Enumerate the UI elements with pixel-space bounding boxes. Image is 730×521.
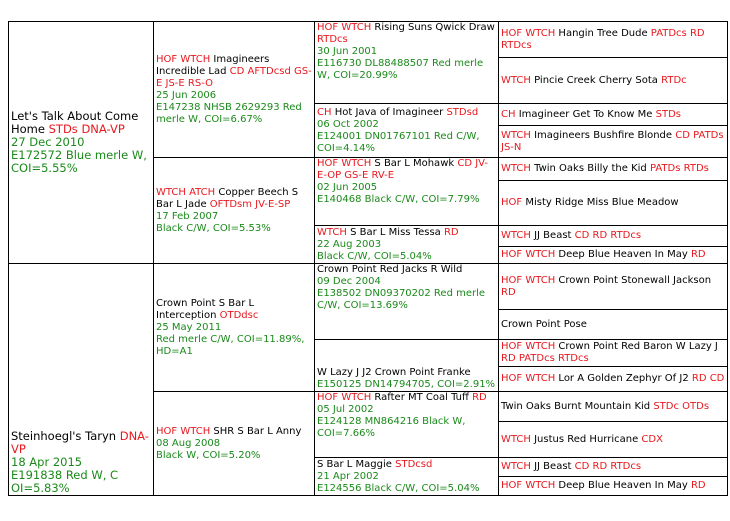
birth-date: 21 Apr 2002 <box>317 471 379 482</box>
dog-cell-sire-dam-sire <box>314 157 499 226</box>
dog-name: Hot Java of Imagineer <box>334 106 444 118</box>
dog-name-line <box>317 459 496 471</box>
dog-name: Rising Suns Qwick Draw <box>374 22 495 33</box>
dog-name-line <box>501 461 725 473</box>
dog-name: Crown Point S Bar L Interception <box>156 297 255 321</box>
title-prefix: HOF WTCH <box>501 249 556 260</box>
title-prefix: WTCH <box>501 433 531 445</box>
dog-name-line <box>156 298 312 322</box>
dog-name-line <box>317 392 496 404</box>
registration-details: E116730 DL88488507 Red merle W, COI=20.99% <box>317 58 484 81</box>
birth-date: 08 Aug 2008 <box>156 437 221 449</box>
dog-name-line <box>501 28 725 52</box>
dog-name: Imagineer Get To Know Me <box>518 108 653 120</box>
dog-name-line <box>11 430 151 456</box>
title-suffix: CD RD RTDcs <box>574 230 642 241</box>
dog-cell-dam-sire-sire-sire <box>498 263 728 310</box>
dog-name: Rafter MT Coal Tuff <box>374 392 469 403</box>
title-suffix: RD <box>501 286 516 298</box>
dog-name-line <box>156 54 312 90</box>
title-suffix: RD <box>443 227 459 238</box>
birth-date: 25 Jun 2006 <box>156 89 217 101</box>
title-suffix: CD PATDs JS-N <box>501 129 724 153</box>
dog-name: Misty Ridge Miss Blue Meadow <box>525 197 679 208</box>
dog-name: S Bar L Maggie <box>317 459 392 470</box>
title-prefix: HOF WTCH <box>317 158 372 169</box>
dog-name-line <box>317 227 496 239</box>
dog-name: W Lazy J J2 Crown Point Franke <box>317 367 471 378</box>
title-prefix: HOF WTCH <box>501 274 556 286</box>
dog-cell-sire-dam-sire-sire <box>498 157 728 181</box>
birth-date: 27 Dec 2010 <box>11 135 85 149</box>
dog-cell-sire-dam-dam-dam <box>498 246 728 264</box>
title-suffix: DNA-VP <box>11 429 149 456</box>
dog-cell-sire-dam-sire-dam <box>498 180 728 226</box>
title-prefix: HOF WTCH <box>317 392 372 403</box>
dog-cell-dam-dam-sire <box>314 391 499 458</box>
birth-date: 18 Apr 2015 <box>11 455 83 469</box>
title-prefix: WTCH ATCH <box>156 186 216 198</box>
title-suffix: STDsd <box>446 106 479 118</box>
dog-name-line <box>317 367 496 379</box>
dog-name: Crown Point Red Baron W Lazy J <box>558 341 718 352</box>
title-prefix: HOF WTCH <box>156 425 211 437</box>
title-prefix: HOF <box>501 197 523 208</box>
dog-name-line <box>501 75 725 87</box>
dog-name-line <box>501 373 725 385</box>
dog-cell-dam-sire-sire-dam <box>498 309 728 340</box>
title-suffix: RD <box>690 249 706 260</box>
dog-cell-dam-dam-sire-sire <box>498 391 728 422</box>
title-prefix: WTCH <box>501 74 531 86</box>
dog-name-line <box>501 230 725 242</box>
birth-date: 06 Oct 2002 <box>317 118 379 130</box>
title-suffix: OFTDsm JV-E-SP <box>209 198 291 210</box>
dog-cell-dam-sire-dam-dam <box>498 366 728 392</box>
registration-details: E150125 DN14794705, COI=2.91% <box>317 379 496 390</box>
registration-details: Black C/W, COI=5.53% <box>156 222 271 234</box>
dog-cell-dam-dam-sire-dam <box>498 421 728 458</box>
title-suffix: OTDdsc <box>219 309 259 321</box>
title-suffix: PATDs RTDs <box>649 163 709 174</box>
title-suffix: CDX <box>641 433 663 445</box>
registration-details: E124128 MN864216 Black W, COI=7.66% <box>317 416 466 439</box>
title-prefix: HOF WTCH <box>501 480 556 491</box>
registration-details: E124001 DN01767101 Red C/W, COI=4.14% <box>317 130 480 154</box>
dog-name: JJ Beast <box>534 461 572 472</box>
dog-cell-dam <box>8 263 154 496</box>
dog-name: Copper Beech S Bar L Jade <box>156 186 299 210</box>
dog-name-line <box>317 107 496 119</box>
title-prefix: WTCH <box>317 227 347 238</box>
dog-name-line <box>317 264 496 276</box>
pedigree-table <box>8 21 727 495</box>
title-prefix: HOF WTCH <box>501 341 556 352</box>
title-suffix: STDcsd <box>395 459 433 470</box>
dog-name: JJ Beast <box>534 230 572 241</box>
title-suffix: STDs DNA-VP <box>48 122 125 136</box>
dog-cell-dam-sire-dam <box>314 339 499 392</box>
title-prefix: CH <box>317 106 332 118</box>
registration-details: E172572 Blue merle W, COI=5.55% <box>11 148 147 175</box>
dog-cell-sire-sire-sire-dam <box>498 57 728 104</box>
dog-name: Imagineers Incredible Lad <box>156 53 270 77</box>
title-suffix: CD JV-E-OP GS-E RV-E <box>317 158 489 181</box>
dog-name-line <box>501 130 725 154</box>
dog-name: Crown Point Pose <box>501 318 587 330</box>
dog-name-line <box>501 341 725 365</box>
dog-name: Twin Oaks Burnt Mountain Kid <box>501 400 651 412</box>
dog-cell-sire-dam <box>153 157 315 264</box>
dog-cell-dam-dam-dam-dam <box>498 476 728 496</box>
dog-name-line <box>501 480 725 492</box>
title-suffix: PATDcs RD RTDcs <box>501 27 705 51</box>
dog-cell-dam-dam <box>153 391 315 496</box>
dog-name: Let's Talk About Come Home <box>11 109 139 136</box>
title-suffix: STDs <box>655 108 682 120</box>
birth-date: 17 Feb 2007 <box>156 210 219 222</box>
dog-name-line <box>501 319 725 331</box>
dog-name: Deep Blue Heaven In May <box>558 480 688 491</box>
dog-name-line <box>501 163 725 175</box>
birth-date: 02 Jun 2005 <box>317 182 378 193</box>
dog-name: Crown Point Red Jacks R Wild <box>317 264 463 275</box>
dog-name-line <box>501 197 725 209</box>
dog-cell-sire-sire-dam <box>314 103 499 158</box>
dog-cell-dam-sire-sire <box>314 263 499 340</box>
dog-name: Justus Red Hurricane <box>534 433 639 445</box>
dog-name: Steinhoegl's Taryn <box>11 429 117 443</box>
registration-details: E147238 NHSB 2629293 Red merle W, COI=6.67% <box>156 101 302 125</box>
title-prefix: WTCH <box>501 163 531 174</box>
dog-name-line <box>501 401 725 413</box>
dog-cell-sire-sire <box>153 21 315 158</box>
birth-date: 25 May 2011 <box>156 321 222 333</box>
title-suffix: CD RD RTDcs <box>574 461 642 472</box>
dog-name-line <box>317 158 496 182</box>
dog-cell-sire-sire-sire-sire <box>498 21 728 58</box>
birth-date: 05 Jul 2002 <box>317 404 374 415</box>
dog-cell-sire-sire-dam-sire <box>498 103 728 126</box>
title-suffix: RD <box>690 480 706 491</box>
dog-name: Crown Point Stonewall Jackson <box>558 274 712 286</box>
dog-cell-dam-dam-dam <box>314 457 499 496</box>
dog-name-line <box>501 249 725 261</box>
registration-details: Red merle C/W, COI=11.89%, HD=A1 <box>156 333 305 357</box>
title-prefix: WTCH <box>501 230 531 241</box>
dog-cell-sire-sire-sire <box>314 21 499 104</box>
dog-name: Imagineers Bushfire Blonde <box>534 129 673 141</box>
dog-cell-sire-dam-dam <box>314 225 499 264</box>
dog-name: Lor A Golden Zephyr Of J2 <box>558 373 689 384</box>
dog-name: S Bar L Mohawk <box>374 158 455 169</box>
title-prefix: WTCH <box>501 461 531 472</box>
title-suffix: CD AFTDcsd GS-E JS-E RS-O <box>156 65 312 89</box>
dog-name-line <box>317 22 496 46</box>
registration-details: Black C/W, COI=5.04% <box>317 251 432 262</box>
dog-cell-sire-dam-dam-sire <box>498 225 728 247</box>
dog-cell-sire <box>8 21 154 264</box>
birth-date: 09 Dec 2004 <box>317 276 381 287</box>
title-prefix: HOF WTCH <box>317 22 372 33</box>
dog-name-line <box>501 109 725 121</box>
dog-name: SHR S Bar L Anny <box>213 425 302 437</box>
dog-name-line <box>501 275 725 299</box>
dog-name: Twin Oaks Billy the Kid <box>534 163 647 174</box>
title-suffix: RD <box>472 392 487 403</box>
dog-name: S Bar L Miss Tessa <box>350 227 441 238</box>
registration-details: E138502 DN09370202 Red merle C/W, COI=13.69% <box>317 288 486 311</box>
dog-cell-dam-sire <box>153 263 315 392</box>
birth-date: 30 Jun 2001 <box>317 46 378 57</box>
registration-details: E124556 Black C/W, COI=5.04% <box>317 483 480 494</box>
dog-name: Hangin Tree Dude <box>558 27 648 39</box>
title-prefix: CH <box>501 108 516 120</box>
dog-name: Pincie Creek Cherry Sota <box>534 74 658 86</box>
dog-name-line <box>156 426 312 438</box>
title-suffix: RTDcs <box>317 34 348 45</box>
title-prefix: HOF WTCH <box>501 27 556 39</box>
dog-cell-dam-sire-dam-sire <box>498 339 728 367</box>
title-prefix: HOF WTCH <box>501 373 556 384</box>
dog-name-line <box>156 187 312 211</box>
dog-cell-dam-dam-dam-sire <box>498 457 728 477</box>
title-suffix: RD CD <box>691 373 725 384</box>
title-suffix: RD PATDcs RTDcs <box>501 353 589 364</box>
dog-cell-sire-sire-dam-dam <box>498 125 728 158</box>
registration-details: Black W, COI=5.20% <box>156 449 261 461</box>
dog-name-line <box>501 434 725 446</box>
title-prefix: HOF WTCH <box>156 53 211 65</box>
registration-details: E191838 Red W, C OI=5.83% <box>11 468 119 495</box>
registration-details: E140468 Black C/W, COI=7.79% <box>317 194 480 205</box>
dog-name-line <box>11 110 151 136</box>
dog-name: Deep Blue Heaven In May <box>558 249 688 260</box>
title-suffix: RTDc <box>661 74 687 86</box>
title-prefix: WTCH <box>501 129 531 141</box>
birth-date: 22 Aug 2003 <box>317 239 382 250</box>
title-suffix: STDc OTDs <box>653 400 710 412</box>
